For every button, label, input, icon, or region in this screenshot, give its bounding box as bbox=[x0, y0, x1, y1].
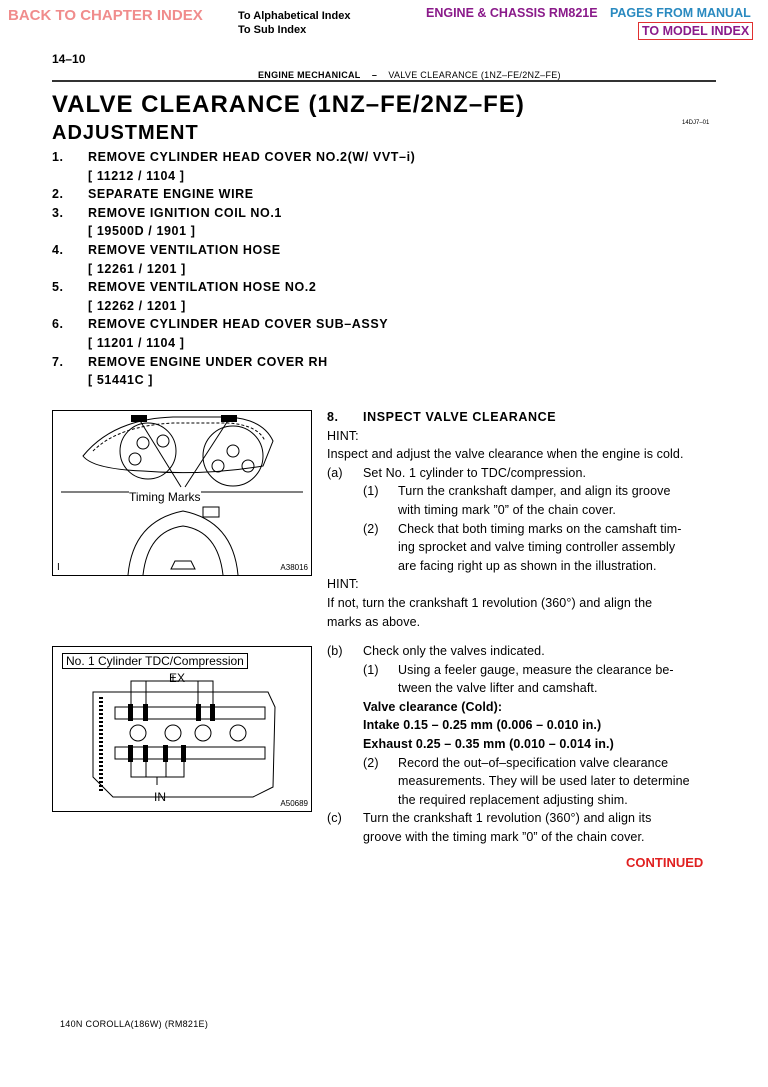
engine-chassis-label: ENGINE & CHASSIS RM821E bbox=[426, 6, 598, 20]
step-reference: [ 51441C ] bbox=[88, 373, 154, 388]
step-text: SEPARATE ENGINE WIRE bbox=[88, 187, 254, 202]
step-number: 8. bbox=[327, 410, 339, 424]
substep-text: Check only the valves indicated. bbox=[363, 644, 545, 658]
step-text: REMOVE IGNITION COIL NO.1 bbox=[88, 205, 282, 220]
hint-label: HINT: bbox=[327, 428, 359, 443]
hint-text: marks as above. bbox=[327, 614, 421, 629]
step-number: 7. bbox=[52, 354, 64, 369]
section-name: ENGINE MECHANICAL bbox=[258, 70, 361, 80]
step-text: REMOVE ENGINE UNDER COVER RH bbox=[88, 354, 328, 369]
substep-label: (1) bbox=[363, 662, 379, 677]
back-to-chapter-index-link[interactable]: BACK TO CHAPTER INDEX bbox=[8, 7, 203, 24]
separator: – bbox=[371, 70, 378, 80]
page-title: VALVE CLEARANCE (1NZ–FE/2NZ–FE) bbox=[52, 91, 525, 118]
substep-text: the required replacement adjusting shim. bbox=[398, 792, 628, 807]
substep-label: (c) bbox=[327, 811, 342, 826]
step-text: REMOVE VENTILATION HOSE bbox=[88, 243, 281, 257]
spec-intake: Intake 0.15 – 0.25 mm (0.006 – 0.010 in.) bbox=[363, 718, 602, 733]
step-reference: [ 12262 / 1201 ] bbox=[88, 298, 186, 313]
spec-exhaust: Exhaust 0.25 – 0.35 mm (0.010 – 0.014 in.) bbox=[363, 737, 614, 751]
substep-label: (2) bbox=[363, 521, 379, 536]
doc-code: 14DJ7–01 bbox=[682, 120, 710, 126]
substep-text: Using a feeler gauge, measure the clearance be- bbox=[398, 662, 674, 677]
substep-text: Turn the crankshaft damper, and align its groove bbox=[398, 484, 671, 499]
substep-text: tween the valve lifter and camshaft. bbox=[398, 681, 598, 696]
step-number: 4. bbox=[52, 243, 64, 257]
figure-code: A50689 bbox=[280, 799, 308, 808]
hint-text: If not, turn the crankshaft 1 revolution (360°) and align the bbox=[327, 596, 653, 610]
hint-label: HINT: bbox=[327, 577, 359, 592]
step-number: 2. bbox=[52, 187, 64, 202]
figure-caption-box: No. 1 Cylinder TDC/Compression bbox=[62, 653, 248, 669]
hint-text: Inspect and adjust the valve clearance when the engine is cold. bbox=[327, 447, 684, 462]
step-number: 1. bbox=[52, 150, 64, 164]
substep-text: are facing right up as shown in the illustration. bbox=[398, 558, 657, 573]
model-index-button[interactable]: TO MODEL INDEX bbox=[638, 22, 753, 40]
figure-code: A38016 bbox=[280, 563, 308, 572]
figure-corner-mark: I bbox=[57, 562, 60, 573]
topic-name: VALVE CLEARANCE (1NZ–FE/2NZ–FE) bbox=[388, 70, 561, 80]
substep-text: Check that both timing marks on the camshaft tim- bbox=[398, 521, 682, 536]
substep-text: Record the out–of–specification valve clearance bbox=[398, 755, 669, 770]
sub-index-link[interactable]: To Sub Index bbox=[238, 24, 307, 36]
timing-marks-figure bbox=[52, 410, 312, 576]
alphabetical-index-link[interactable]: To Alphabetical Index bbox=[238, 10, 351, 22]
running-header bbox=[258, 70, 561, 80]
substep-text: measurements. They will be used later to determine bbox=[398, 774, 690, 789]
ex-label: EX bbox=[169, 671, 186, 685]
substep-text: with timing mark ”0” of the chain cover. bbox=[398, 503, 616, 517]
substep-text: groove with the timing mark ”0” of the chain cover. bbox=[363, 830, 645, 844]
footer-text: 140N COROLLA(186W) (RM821E) bbox=[60, 1019, 209, 1029]
substep-label: (b) bbox=[327, 644, 343, 658]
page-number: 14–10 bbox=[52, 52, 86, 66]
step-number: 6. bbox=[52, 317, 64, 332]
spec-title: Valve clearance (Cold): bbox=[363, 699, 503, 714]
step-text: REMOVE CYLINDER HEAD COVER SUB–ASSY bbox=[88, 317, 389, 332]
step-number: 3. bbox=[52, 205, 64, 220]
pages-from-manual-link[interactable]: PAGES FROM MANUAL bbox=[610, 6, 751, 20]
step-title: INSPECT VALVE CLEARANCE bbox=[363, 410, 557, 424]
step-number: 5. bbox=[52, 280, 64, 295]
substep-text: Turn the crankshaft 1 revolution (360°) and align its bbox=[363, 811, 652, 826]
step-reference: [ 12261 / 1201 ] bbox=[88, 261, 186, 276]
substep-text: ing sprocket and valve timing controller assembly bbox=[398, 540, 676, 555]
in-label: IN bbox=[154, 790, 166, 804]
timing-marks-label: Timing Marks bbox=[129, 490, 201, 504]
header-rule bbox=[52, 80, 716, 82]
step-text: REMOVE VENTILATION HOSE NO.2 bbox=[88, 280, 317, 295]
substep-label: (1) bbox=[363, 484, 379, 499]
continued-label: CONTINUED bbox=[626, 855, 704, 870]
cylinder-tdc-figure bbox=[52, 646, 312, 812]
step-reference: [ 11212 / 1104 ] bbox=[88, 168, 185, 183]
step-reference: [ 11201 / 1104 ] bbox=[88, 336, 185, 350]
substep-text: Set No. 1 cylinder to TDC/compression. bbox=[363, 465, 587, 480]
step-reference: [ 19500D / 1901 ] bbox=[88, 224, 196, 239]
step-text: REMOVE CYLINDER HEAD COVER NO.2(W/ VVT–i) bbox=[88, 150, 416, 164]
substep-label: (a) bbox=[327, 465, 343, 480]
substep-label: (2) bbox=[363, 755, 379, 770]
page-subtitle: ADJUSTMENT bbox=[52, 122, 199, 144]
